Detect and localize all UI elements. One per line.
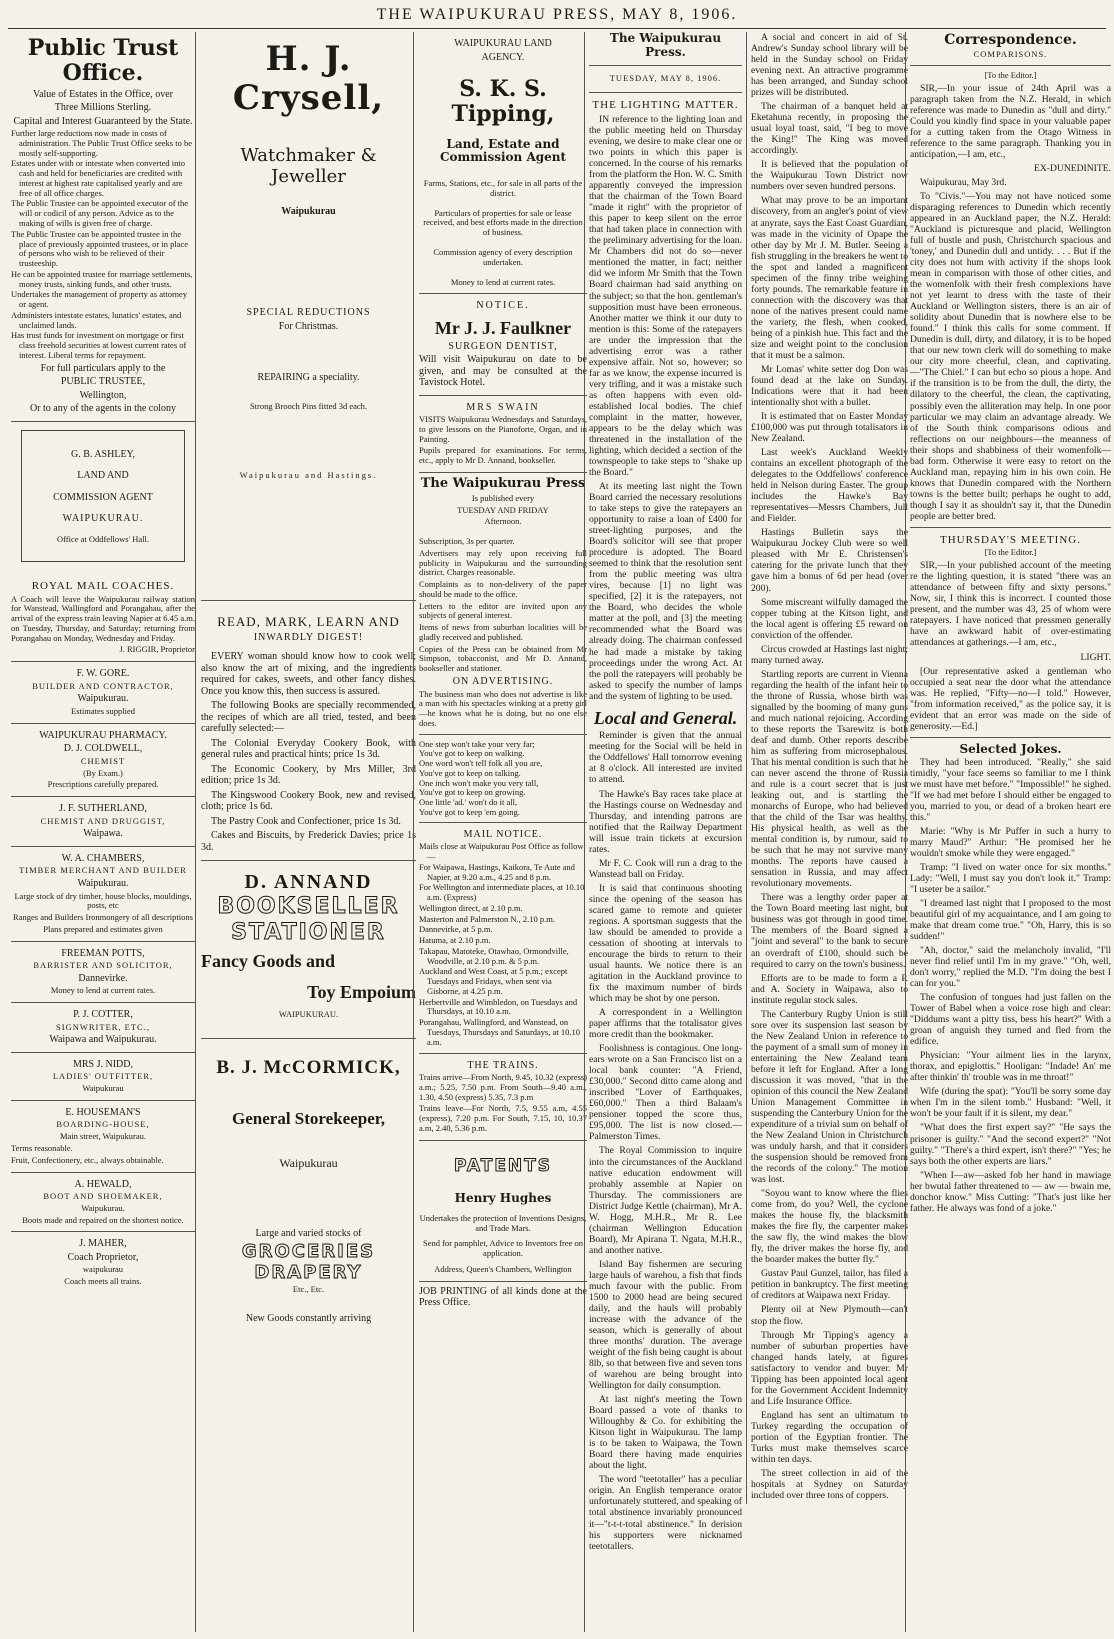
divider [419,734,587,735]
press-title: The Waipukurau Press [420,475,586,491]
sutherland-line: J. F. SUTHERLAND, [59,803,147,815]
judd-line: MRS J. NIDD, [72,1058,133,1070]
houseman-line: E. HOUSEMAN'S [65,1106,141,1118]
verse-line: You've got to keep on walking. [419,748,525,759]
annand-name: D. ANNAND [244,871,373,894]
chambers-line: Ranges and Builders Ironmongery of all descriptions [13,912,193,923]
joke: Wife (during the spat): "You'll be sorry some day when I'm in the silent tomb." Husband: "Well, it won't be your fault if it is silent, my dear." [910,1086,1111,1120]
maher-line: Coach meets all trains. [64,1276,142,1287]
ashley-line: WAIPUKURAU. [62,513,144,525]
chambers-line: Plans prepared and estimates given [43,923,163,934]
read-ad [201,601,416,861]
tipping-body: Particulars of properties for sale or lease received, and best efforts made in the direction of business. [423,207,583,238]
mccormick-ad [201,1039,416,1330]
houseman-line: Main street, Waipukurau. [59,1131,147,1142]
lighting-para: IN reference to the lighting loan and the public meeting held on Thursday evening, we desire to make clear one or two points in which this paper is concerned. In the course of his remarks from the platform the Hon. W. C. Smith apparently conveyed the impression that the chairman of the Town Board "made it right" with the proprietor of this paper to keep silent on the error that had taken place in connection with the preliminary advertising for the loan. Mr Chambers did not do so—never mentioned the matter, in fact; neither did we inform Mr Smith that the Town Board chairman had said anything on the subject; so that the hon. gentleman's supposition must have been erroneous. Another matter we think it our duty to mention is this: Some of the ratepayers are under the impression that the advertising error was a rather expensive affair. Not so, however; so far as we know, the expense incurred is very trifling, and it was a mistake such as often happens with even old-established local bodies. The chief complaint in the matter, however, appears to be the delay which was threatened in the installation of the lighting, which decided a section of the townspeople to take steps to "shake up the Board." [589,114,742,478]
tipping-body: Money to lend at current rates. [450,276,556,287]
letter-sign: EX-DUNEDINITE. [1034,162,1111,174]
royal-title: ROYAL MAIL COACHES. [31,579,175,592]
tipping-body: Commission agency of every description undertaken. [433,247,573,267]
news-para: Startling reports are current in Vienna regarding the health of the infant heir to the throne of Russia, whose birth was signalled by the booming of many guns and much national rejoicing. According to these reports the Tsarewitz is both deaf and dumb. Other reports describe him as suffering from microsephalous. That his mental condition is such that he can never ascend the throne of Russia and rule is a court secret that is just leaking out, and is startling the monarchs of Europe, who had believed that the child of the Tsar was healthy. His physical health, as well as the mental condition is, by rumour, said to be such that he may not survive many months. The reports have caused a sensation in Russia, and may affect revolutionary movements. [751,668,908,890]
mail-item: Hatuma, at 2.10 p.m. [419,935,491,946]
verse-line: One inch won't make you very tall, [419,777,539,788]
royal-body: A Coach will leave the Waipukurau railway station for Wanstead, Wallingford and Porangahau, after the arrival of the express train leaving Napier at 6.45 a.m. on Tuesday, Thursday, and Saturday; returning from Porangahau on Monday, Wednesday and Friday. [11,593,195,643]
crysell-line: REPAIRING a speciality. [257,372,360,384]
verse-line: One little 'ad.' won't do it all, [419,797,518,808]
press-para: Subscription, 3s per quarter. [419,536,515,547]
crysell-line: For Christmas. [278,320,339,332]
lighting-body [589,114,742,702]
agency-line: WAIPUKURAU LAND [454,38,552,49]
read-title: READ, MARK, LEARN AND [217,614,400,629]
crysell-ad [201,32,416,601]
joke: Tramp: "I lived on water once for six months." Lady: "Well, I must say you don't look it." Tramp: "I useter be a sailor." [910,861,1111,895]
joke: The confusion of tongues had just fallen on the Tower of Babel when a voice rose high and clear: "Diddums want a pitty tiss, bess his heart?" With a groan of anguish they turned and fled from the edifice. [910,992,1111,1048]
column-5 [905,32,1114,1632]
chambers-line: Large stock of dry timber, house blocks, mouldings, posts, etc [14,890,192,911]
press-line: Is published every [471,492,535,503]
mail-item: Takapau, Matoteke, Otawhao, Ormondville, Woodville, at 2.10 p.m. & 5 p.m. [419,945,569,966]
issue-date: TUESDAY, MAY 8, 1906. [609,73,722,84]
tipping-sub: Land, Estate and [446,136,560,151]
editor-note: [Our representative asked a gentleman who occupied a seat near the door what the attendance was. He replied, "Fifty—no—I told." However, "from information received," as the police say, it is evident that an error was made on the side of generosity.—Ed.] [910,665,1111,732]
pto-line: Value of Estates in the Office, over [32,88,174,100]
trains [419,1054,587,1141]
news-para: What may prove to be an important discovery, from an angler's point of view at anyrate, says the East Coast Guardian, was made in the vicinity of Opape the other day by Mr J. M. Butler. Seeing a fish struggling in the breakers he went to the spot and landed a magnificent specimen of the finny tribe weighing forty pounds. The remarkable feature in connection with the discovery was that none of the natives present could name the variety, the flesh, when cooked, being of a pinkish hue. This fact and the size and weight point to the conclusion that it must be a salmon. [751,195,908,361]
press-para: Letters to the editor are invited upon any subjects of general interest. [419,600,587,621]
press-body [419,537,587,674]
book-item: The Colonial Everyday Cookery Book, with general rules and practical hints; price 1s 3d. [201,737,416,761]
drapery: DRAPERY [254,1261,363,1283]
column-2 [195,32,421,1632]
news-para: The Canterbury Rugby Union is still sore over its suspension last season by the New Zealand Union in reference to the payment of a small sum of money in entertaining the New Zealand team before it left for England. After a long discussion it was moved, "that in the opinion of this council the New Zealand Union Management Committee in suspending the Canterbury Union for the expenditure of a trivial sum on behalf of the New Zealand Union in Christchurch was unduly harsh, and that it considers the suspension should be removed from the records of the colony." The motion was lost. [751,1008,908,1186]
crysell-name: H. J. Crysell, [232,39,385,119]
sutherland-line: Waipawa. [83,828,123,840]
verse [419,740,587,818]
divider [910,527,1111,528]
pto-title: Public Trust Office. [27,35,179,87]
chambers-line: Waipukurau. [77,878,129,890]
hughes-body: Undertakes the protection of Inventions Designs, and Trade Mars. [419,1212,587,1233]
mail-item: Dannevirke, at 5 p.m. [419,924,493,935]
mccormick-name: B. J. McCORMICK, [216,1057,401,1079]
maher-line: waipukurau [82,1264,124,1275]
gore-ad [11,662,195,724]
news-para: Plenty oil at New Plymouth—can't stop the flow. [751,1304,908,1327]
press-para: Complaints as to non-delivery of the paper should be made to the office. [419,579,587,599]
swain-body: Pupils prepared for examinations. For terms, etc., apply to Mr D. Annand, bookseller. [419,445,587,466]
book-item: The Kingswood Cookery Book, new and revised, cloth; price 1s 6d. [201,789,416,813]
potts-ad [11,942,195,1004]
divider [589,92,742,93]
mail-item: Wellington direct, at 2.10 p.m. [419,902,523,913]
pto-para: The Public Trustee can be appointed trustee in the place of previously appointed trustees, or in place of persons who wish to be relieved of their trusteeship. [11,228,188,269]
news-para: "Soyou want to know where the flies come from, do you? Well, the cyclone makes the house fly, the blacksmith makes the fire fly, the carpenter makes the saw fly, the wind makes the blow fly, the driver makes the horse fly, and the boarder makes the butter fly." [751,1188,908,1266]
paper-title: The Waipukurau Press. [609,32,722,59]
pharmacy-ad [11,724,195,797]
faulkner-body: Will visit Waipukurau on date to be given, and may be consulted at the Tavistock Hotel. [419,354,587,388]
local-para: Reminder is given that the annual meeting for the Social will be held in the Oddfellows' Hall tomorrow evening at 8 o'clock. All interested are invited to attend. [589,730,742,786]
to-editor: [To the Editor.] [984,547,1037,558]
news-para: England has sent an ultimatum to Turkey regarding the occupation of portion of the Egyptian frontier. The Turks must make themselves scarce within ten days. [751,1409,908,1465]
crysell-trade: Watchmaker & Jeweller [240,145,377,187]
book-item: The Economic Cookery, by Mrs Miller, 3rd edition; price 1s 3d. [201,763,416,787]
press-line: TUESDAY AND FRIDAY [457,504,549,515]
book-item: Cakes and Biscuits, by Frederick Davies; price 1s 3d. [201,830,416,853]
local-para: It is said that continuous shooting since the opening of the season has scared game to remote and quieter regions. A sportsman suggests that the law should be amended to provide a cessation of shooting at intervals to encourage the birds to return to their usual haunts. We notice there is an agitation in the Auckland province to fix the maximum number of birds which may be shot by one person. [589,882,742,1005]
letter-sign: LIGHT. [1080,651,1111,663]
chambers-ad [11,847,195,942]
news-para: A social and concert in aid of St. Andrew's Sunday school library will be held in the Sunday school on Friday evening next. An attractive programme has been arranged, and Sunday school prizes will be distributed. [751,32,908,99]
trains-title: THE TRAINS. [467,1059,539,1071]
crysell-line: Waipukurau and Hastings. [239,470,378,481]
hewald-ad [11,1173,195,1233]
hewald-line: A. HEWALD, [74,1178,132,1190]
pharmacy-line: (By Exam.) [83,767,123,778]
sutherland-ad [11,797,195,847]
joke: "Ah, doctor," said the melancholy invalid, "I'll never find relief until I'm in my grave." "Oh, well, don't worry," replied the M.D. "I'm doing the best I can for you." [910,945,1111,990]
houseman-line: Terms reasonable. [11,1142,73,1153]
masthead: THE WAIPUKURAU PRESS, MAY 8, 1906. [376,6,738,23]
letter-1 [910,83,1111,522]
potts-line: FREEMAN POTTS, [61,947,145,959]
local-para: Island Bay fishermen are securing large hauls of warehou, a fish that finds much favour with the public. From 1500 to 2000 head are being secured daily, and the hauls will probably increase with the advance of the season, which is generally of about three months' duration. The average weight of the fish being caught is about 8lb, so that between five and seven tons of warehou are being brought into Wellington for daily consumption. [589,1258,742,1392]
faulkner-name: Mr J. J. Faulkner [434,317,572,338]
storekeeper: General Storekeeper, [232,1109,385,1129]
annand-line: STATIONER [231,919,386,945]
annand-line: BOOKSELLER [217,894,400,920]
potts-line: Money to lend at current rates. [50,985,156,996]
local-para: A correspondent in a Wellington paper affirms that the totalisator gives more credit than the bookmaker. [589,1007,742,1041]
joke: "When I—aw—asked fob her hand in mawiage her bwutal father threatened to — aw — bwain me, donchor know." Miss Cutting: "That's just like her father. He always was fond of a joke." [910,1169,1111,1214]
pto-footer: PUBLIC TRUSTEE, [60,376,146,388]
news-para: Circus crowded at Hastings last night; many turned away. [751,643,908,666]
news-para: There was a lengthy order paper at the Town Board meeting last night, but business was got through in good time. The members of the Board signed a "joint and several" to the bank to secure an overdraft of £100, should such be required to carry on the town's business. [751,892,908,970]
pto-para: The Public Trustee can be appointed executor of the will or codicil of any person. Advice as to the making of wills is given free of charge. [11,198,189,228]
local-para: Foolishness is contagious. One long-ears wrote on a San Francisco list on a local bank counter: "A Friend, £30,000." Second ditto came along and inscribed "Lover of Earthquakes, £60,000." Then a third Balaam's pensioner topped the score thus, £95,000. The list is now closed.—Palmerston Times. [589,1043,742,1143]
right-body [751,32,908,1501]
ashley-ad [21,430,185,562]
mail-item: For Waipawa, Hastings, Kaikora, Te Aute and Napier, at 9.20 a.m., 4.25 and 8 p.m. [419,861,575,882]
read-sub: INWARDLY DIGEST! [253,631,364,643]
mail-item: Porangahau, Wallingford, and Wanstead, on Tuesdays, Thursdays and Saturdays, at 10.10 a.m. [419,1017,580,1047]
local-para: The Royal Commission to inquire into the circumstances of the Auckland native education endowment will probably assemble at Napier on Thursday. The commissioners are District Judge Kettle (chairman), Mr A. W. Hogg, M.H.R., Mr R. Lee (chairman Wellington Education Board), Mr Apirana T. Ngata, M.H.R., and another native. [589,1145,742,1256]
ashley-line: Office at Oddfellows' Hall. [56,533,149,544]
cotter-line: Waipawa and Waipukurau. [49,1034,157,1046]
dentist: SURGEON DENTIST, [448,340,558,352]
public-trust-ad [11,32,195,422]
column-3 [413,32,592,1632]
agency-line: AGENCY. [481,51,525,63]
verse-line: One step won't take your very far; [419,738,535,749]
letter-sign: Waipukurau, May 3rd. [920,176,1007,188]
hughes-body: Send for pamphlet, Advice to Inventors free on application. [422,1238,584,1259]
pto-line: Three Millions Sterling. [54,102,152,114]
read-para: EVERY woman should know how to cook well; also know the art of mixing, and the ingredients required for cakes, sweets, and other fancy dishes. Once you know this, then success is assured. [201,651,416,697]
hewald-line: BOOT AND SHOEMAKER, [43,1191,163,1202]
news-para: Mr Lomas' white setter dog Don was found dead at the lake on Sunday. Indications were that it had been intentionally shot with a bullet. [751,363,908,408]
adv-title: ON ADVERTISING. [452,676,554,688]
cotter-ad [11,1003,195,1053]
patents-ad [419,1141,587,1282]
top-rule [8,28,1106,29]
news-para: Some miscreant wilfully damaged the copper tubing at the Kitson light, and the local agent is offering £5 reward on conviction of the offender. [751,596,908,641]
local-para: Mr F. C. Cook will run a drag to the Wanstead ball on Friday. [589,857,742,880]
mail-item: Masterton and Palmerston N., 2.10 p.m. [419,913,555,924]
crysell-line: Strong Brooch Pins fitted 3d each. [249,400,368,411]
crysell-line: SPECIAL REDUCTIONS [246,307,371,319]
ashley-line: LAND AND [77,470,129,482]
letter-2 [910,560,1111,731]
stocks-line: Large and varied stocks of [255,1228,362,1240]
pto-line: Capital and Interest Guaranteed by the State. [13,115,193,127]
ashley-line: COMMISSION AGENT [53,491,153,503]
hewald-line: Waipukurau. [81,1202,125,1213]
news-para: The street collection in aid of the hospitals at Sydney on Saturday included over three tons of coppers. [751,1467,908,1501]
comparisons-title: COMPARISONS. [973,49,1048,60]
press-para: Items of news from suburban localities will be gladly received and published. [419,622,587,642]
news-para: The chairman of a banquet held at Eketahuna recently, in proposing the usual loyal toast, said, "I beg to move the King!" The King was moved accordingly. [751,101,908,157]
maher-line: Coach Proprietor, [67,1251,139,1263]
read-para: The following Books are specially recommended, the recipes of which are all tried, tested, and been carefully selected:— [201,700,416,735]
joke: "What does the first expert say?" "He says the prisoner is guilty." "And the second expert?" "Not guilty." "There's a third expert, isn't there?" "Yes; he says both the other experts are liars." [910,1122,1111,1167]
judd-line: LADIES' OUTFITTER, [52,1071,154,1082]
swain-ad [419,396,587,473]
joke: "I dreamed last night that I proposed to the most beautiful girl of my acquaintance, and I am going to make that dream come true." "Oh, Harry, this is so sudden!" [910,897,1111,942]
mail-list [419,842,587,1047]
gore-line: Estimates supplied [71,705,135,716]
news-para: Gustav Paul Gunzel, tailor, has filed a petition in bankruptcy. The first meeting of creditors at Waipawa next Friday. [751,1268,908,1302]
book-item: The Pastry Cook and Confectioner, price 1s 3d. [211,815,401,827]
news-para: Efforts are to be made to form a P. and A. Society in Waipawa, also to institute regular stock sales. [751,972,908,1006]
gore-line: Waipukurau. [77,693,129,705]
ashley-line: G. B. ASHLEY, [71,448,135,460]
local-para: The Hawke's Bay races take place at the Hastings course on Wednesday and Thursday, and intending patrons are notified that the Railway Department will issue train tickets at excursion rates. [589,788,742,855]
toy-emporium: Toy Empoium [307,981,416,1002]
pto-para: Further large reductions now made in costs of administration. The Public Trust Office seeks to be mostly self-supporting. [11,128,192,158]
pto-para: Estates under with or intestate when converted into cash and held for beneficiaries are credited with interest at highest rate capitalised yearly and are free of all office charges. [11,158,185,198]
lighting-title: THE LIGHTING MATTER. [592,99,739,112]
press-line: Afternoon. [484,516,522,527]
pto-para: He can be appointed trustee for marriage settlements, money trusts, sinking funds, and other trusts. [11,268,193,289]
news-para: Hastings Bulletin says the Waipukurau Jockey Club were so well pleased with Mr E. Christensen's catering for the private lunch that they gave him a bonus of 6d per head (over 200). [751,527,908,594]
houseman-ad [11,1101,195,1173]
local-body [589,730,742,1551]
press-para: Copies of the Press can be obtained from Mr Simpson, tobacconist, and Mr D. Annand, bookseller and stationer. [419,643,587,674]
pharmacy-line: D. J. COLDWELL, [63,743,143,755]
trains-body: Trains leave—For North, 7.5, 9.55 a.m, 4.55 (express), 7.20 p.m. For South, 7.15, 10, 10.37 a.m, 2.40, 5.36 p.m. [419,1103,587,1133]
pharmacy-line: WAIPUKURAU PHARMACY. [39,729,167,741]
pharmacy-line: CHEMIST [80,755,126,766]
new-goods: New Goods constantly arriving [245,1313,372,1324]
swain-body: VISITS Waipukurau Wednesdays and Saturdays, to give lessons on the Pianoforte, Organ, and in Painting. [419,414,587,444]
verse-line: One word won't tell folk all you are, [419,758,543,769]
trains-body: Trains arrive—From North, 9.45, 10.32 (express) a.m.; 5.25, 7.50 p.m. From South—9.40 a.m., 1.30, 4.50 (express) 5.35, 7.3 p.m [419,1072,588,1102]
letter-para: To "Civis."—You may not have noticed some disparaging references to Dunedin which recently appeared in an Auckland paper, the N.Z. Herald: "Auckland is picturesque and placid, Wellington full of bustle and push, Christchurch spacious and 'toney,' and Dunedin dull and untidy. . . . But if the city does not hum with activity if the shops look mean in comparison with those of other cities, and the womenfolk with their fresh complexions have not yet learnt to dress with the taste of their Auckland or Wellington sisters, there is an air of solidity about Dunedin that is nowhere else to be found." I think this calls for some comment. If Dunedin is dull, dirty, and dilatory, it is to be hoped that our new town clerk will do something to make our city more cheerful, clean, and captivating.—"The Chiel." I can but echo so pious a hope. And if the transition is to be from the dull, the dirty, the dilatory to the cheerful, the clean, the captivating, possibly even the alliteration may help. In one poor particular we may claim an advantage already. We of the South think comparisons odious and reflections on our neighbours—the meanness of their shops and shabbiness of their womenfolk—bad form. Otherwise it were easy to retort on the Auckland man, repaying him in his own coin. He knows that Dunedin compared with the Northern towns is the better built; perhaps he ought to add, though I say it as shouldn't say it, that the Dunedin people are better bred. [910,190,1111,522]
letter-para: SIR,—In your published account of the meeting re the lighting question, it is stated "there was an attendance of between fifty and sixty persons." Now, sir, I think this is incorrect. I counted those present, and the number was 43, 25 of whom were ratepayers. I have noticed that pressmen generally have an awkward habit of over-estimating attendances at gatherings.—I am, etc., [910,560,1111,649]
annand-place: WAIPUKURAU. [278,1009,339,1020]
job-printing: JOB PRINTING of all kinds done at the Press Office. [419,1285,587,1309]
pto-footer: For full particulars apply to the [40,362,166,374]
jokes-title: Selected Jokes. [959,741,1062,756]
tipping-body: Farms, Stations, etc., for sale in all parts of the district. [423,178,583,198]
local-general-title: Local and General. [593,707,738,728]
patents-title: PATENTS [453,1155,552,1176]
news-para: It is estimated that on Easter Monday £100,000 was put through totalisators in New Zealand. [751,411,908,445]
news-para: Last week's Auckland Weekly contains an excellent photograph of the delegates to the Oddfellows' conference held in Nelson during Easter. The group includes the Hawke's Bay representatives—Messrs Chambers, Jull and Fielder. [751,447,908,525]
groceries: GROCERIES [241,1240,376,1262]
royal-prop: J. RIGGIR, Proprietor [119,644,195,655]
col4-right [746,32,908,1504]
potts-line: Dannevirke. [78,972,128,984]
maher-ad [11,1232,195,1293]
news-para: Through Mr Tipping's agency a number of suburban properties have changed hands lately, at figures satisfactory to vendor and buyer. Mr Tipping has been appointed local agent for the Government Accident Indemnity and Life Insurance Office. [751,1329,908,1407]
cotter-line: SIGNWRITER, ETC., [56,1021,150,1032]
gore-line: F. W. GORE. [76,668,130,680]
houseman-line: BOARDING-HOUSE, [56,1119,150,1130]
maher-line: J. MAHER, [79,1238,127,1250]
local-para: The word "teetotaller" has a peculiar origin. An English temperance orator unfortunately stuttered, and speaking of total abstinence invariably pronounced it—"t-t-t-total abstinence." In derision his supporters were nicknamed teetotallers. [589,1474,742,1552]
mail-title: MAIL NOTICE. [463,828,543,840]
cotter-line: P. J. COTTER, [73,1009,133,1021]
mail-item: For Wellington and intermediate places, at 10.10 a.m. (Express) [419,882,585,903]
hughes-body: Address, Queen's Chambers, Wellington [434,1264,572,1275]
mail-item: Herbertville and Wimbledon, on Tuesdays and Thursdays, at 10.10 a.m. [419,996,578,1017]
judd-ad [11,1053,195,1101]
correspondence-title: Correspondence. [944,32,1077,48]
pto-para: Has trust funds for investment on mortgage or first class freehold securities at lowest current rates of interest. Liberal terms for repayment. [11,330,187,360]
potts-line: BARRISTER AND SOLICITOR, [33,960,173,971]
royal-mail-ad [11,570,195,662]
thursday-title: THURSDAY'S MEETING. [940,533,1081,546]
tipping-name: S. K. S. Tipping, [451,76,555,128]
chambers-line: W. A. CHAMBERS, [61,852,145,864]
column-1 [8,32,198,1632]
verse-line: You've got to keep on talking. [419,767,521,778]
swain-title: MRS SWAIN [466,401,540,413]
news-para: It is believed that the population of the Waipukurau Town District now numbers over seven hundred persons. [751,159,908,193]
etc-line: Etc., Etc. [292,1284,325,1295]
divider [910,737,1111,738]
hughes-name: Henry Hughes [454,1191,552,1206]
pto-footer: Or to any of the agents in the colony [29,403,177,415]
letter-para: SIR,—In your issue of 24th April was a paragraph taken from the N.Z. Herald, in which reference was made to Dunedin as "dull and dirty." Could you kindly find space in your valuable paper for a cutting taken from the Otago Witness in reference to the same paragraph. Thanking you in anticipation,—I am, etc., [910,82,1111,160]
local-para: At last night's meeting the Town Board passed a vote of thanks to Willoughby & Co. for exhibiting the Kitson light in Waipukurau. The lamp is to be taken to Waipawa, the Town Board there having made enquiries about the light. [589,1394,742,1472]
mail-notice [419,823,587,1054]
to-editor: [To the Editor.] [984,69,1037,80]
read-body [201,651,416,853]
annand-ad [201,861,416,1039]
press-para: Advertisers may rely upon receiving full publicity in Waipukurau and the surrounding district. Charges reasonable. [419,547,587,578]
joke: Marie: "Why is Mr Puffer in such a hurry to marry Maud?" Arthur: "He promised her he wouldn't smoke while they were engaged." [910,825,1111,859]
chambers-line: TIMBER MERCHANT AND BUILDER [19,865,187,876]
divider [589,65,742,66]
judd-line: Waipukurau [82,1083,124,1094]
mail-item: Auckland and West Coast, at 5 p.m.; except Tuesdays and Fridays, when sent via Gisborne, at 4.25 p.m. [419,966,568,996]
gore-line: BUILDER AND CONTRACTOR, [32,680,174,691]
joke: They had been introduced. "Really," she said timidly, "your face seems so familiar to me I think we must have met before." "Impossible!" he sighed. "If we had met before I should either be engaged to you, married to you, or dead of a broken heart ere this." [910,756,1111,823]
faulkner-ad [419,294,587,395]
verse-line: You've got to keep on growing. [419,787,526,798]
pto-footer: Wellington, [79,389,127,401]
press-ad [419,473,587,823]
pharmacy-line: Prescriptions carefully prepared. [47,779,159,790]
pto-para: Administers intestate estates, lunatics' estates, and unclaimed lands. [11,309,182,330]
mcc-place: Waipukurau [279,1155,338,1170]
fancy-goods: Fancy Goods and [201,951,336,972]
adv-body: The business man who does not advertise is like a man with his spectacles winking at a pretty girl—he knows what he is doing, but no one else does. [419,688,587,728]
col4-left [589,32,742,1555]
column-4 [584,32,911,1632]
verse-line: You've got to keep 'em going. [419,806,520,817]
pto-para: Undertakes the management of property as attorney or agent. [11,289,188,310]
lighting-para: At its meeting last night the Town Board carried the necessary resolutions to take steps to give the ratepayers an opportunity to raise a loan of £400 for street-lighting purposes, and the Board's solicitor will see that proper procedure is adopted. The Board seemed to think that the resolution sent from the public meeting was ultra vires, because [1] no light was specified, [2] it is the ratepayers, not the Board, who decides the whole matter at the poll, and [3] the meeting recommended what the Board was already doing. The chairman confessed he had made a mistake by taking proceedings under the wrong Act. At the poll the ratepayers will probably be asked to specify the number of lamps and the system of lighting to be used. [589,481,742,702]
crysell-place: Waipukurau [281,205,336,217]
jokes-body [910,757,1111,1214]
tipping-sub: Commission Agent [439,150,567,165]
tipping-ad [419,32,587,294]
houseman-line: Fruit, Confectionery, etc., always obtainable. [11,1154,164,1165]
joke: Physician: "Your ailment lies in the larynx, thorax, and epiglottis." Hooligan: "Indade! An' me after thinkin' th' trouble was in me throat!" [910,1050,1111,1084]
pto-body [11,129,195,361]
divider [910,65,1111,66]
sutherland-line: CHEMIST AND DRUGGIST, [40,815,166,826]
notice-title: NOTICE. [476,300,530,312]
mail-intro: Mails close at Waipukurau Post Office as follow:— [419,841,586,861]
hewald-line: Boots made and repaired on the shortest notice. [22,1214,184,1225]
